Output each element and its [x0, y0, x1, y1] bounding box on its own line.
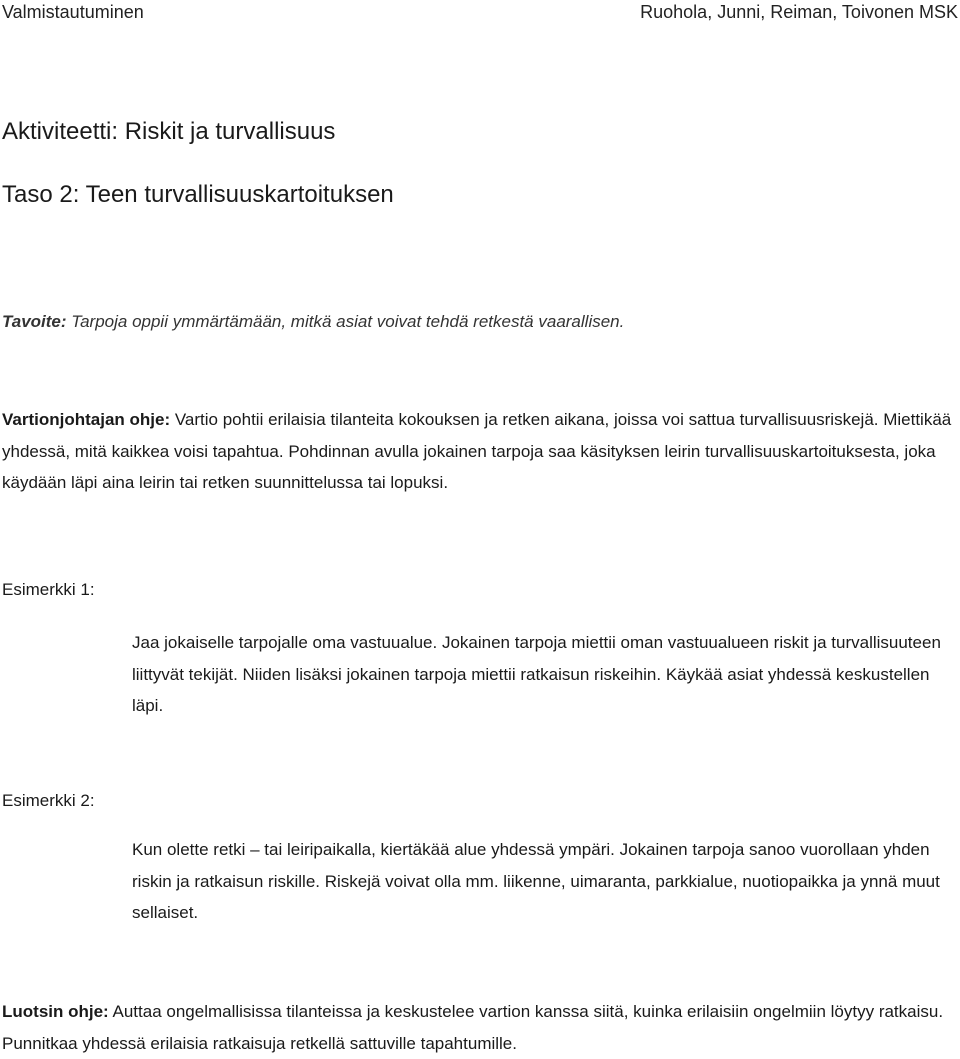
leader-instructions-text: Vartio pohtii erilaisia tilanteita kokouksen ja retken aikana, joissa voi sattua turvallisuusriskejä. Miettikää yhdessä, mitä kaikkea voisi tapahtua. Pohdinnan avulla jokainen tarpoja saa käsityksen leirin turvallisuuskartoituksesta, joka käydään läpi aina leirin tai retken suunnittelussa tai lopuksi.: [2, 410, 952, 492]
example1-text: Jaa jokaiselle tarpojalle oma vastuualue. Jokainen tarpoja miettii oman vastuualueen riskit ja turvallisuuteen liittyvät tekijät. Niiden lisäksi jokainen tarpoja miettii ratkaisun riskeihin. Käykää asiat yhdessä keskustellen läpi.: [132, 633, 941, 715]
leader-instructions-paragraph: [2, 404, 954, 499]
goal-paragraph: [2, 306, 954, 338]
page-subtitle: Taso 2: Teen turvallisuuskartoituksen: [2, 181, 394, 208]
example2-text: Kun olette retki – tai leiripaikalla, kiertäkää alue yhdessä ympäri. Jokainen tarpoja sanoo vuorollaan yhden riskin ja ratkaisun riskille. Riskejä voivat olla mm. liikenne, uimaranta, parkkialue, nuotiopaikka ja ynnä muut sellaiset.: [132, 840, 940, 922]
example1-heading: Esimerkki 1:: [2, 580, 95, 599]
guide-instructions-label: Luotsin ohje:: [2, 1002, 109, 1021]
page-title: Aktiviteetti: Riskit ja turvallisuus: [2, 118, 336, 145]
page-header-left: Valmistautuminen: [2, 2, 144, 22]
leader-instructions-label: Vartionjohtajan ohje:: [2, 410, 171, 429]
goal-text: Tarpoja oppii ymmärtämään, mitkä asiat voivat tehdä retkestä vaarallisen.: [66, 312, 625, 331]
guide-instructions-text: Auttaa ongelmallisissa tilanteissa ja keskustelee vartion kanssa siitä, kuinka erilaisiin ongelmiin löytyy ratkaisu. Punnitkaa yhdessä erilaisia ratkaisuja retkellä sattuville tapahtumille.: [2, 1002, 944, 1053]
page-header-right: Ruohola, Junni, Reiman, Toivonen MSK: [640, 2, 958, 22]
goal-label: Tavoite:: [2, 312, 67, 331]
example2-heading: Esimerkki 2:: [2, 791, 95, 810]
guide-instructions-paragraph: [2, 996, 954, 1059]
